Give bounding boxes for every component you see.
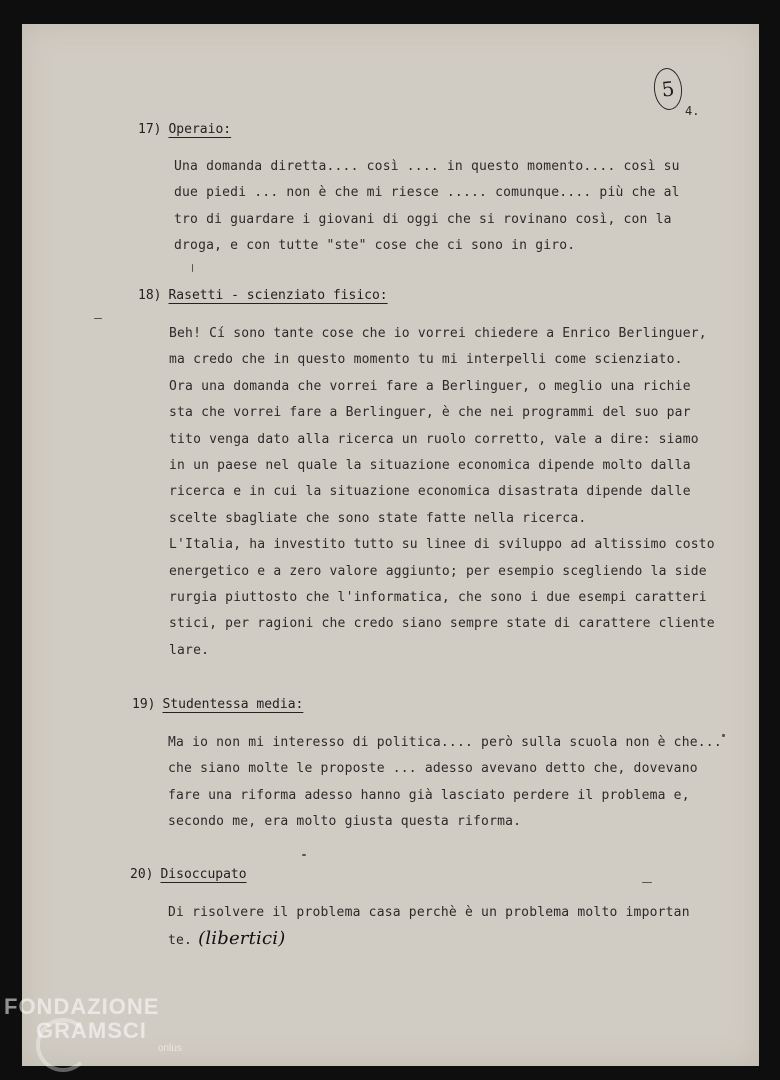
text-line: sta che vorrei fare a Berlinguer, è che nei programmi del suo par [169,405,691,421]
text-line: energetico e a zero valore aggiunto; per esempio scegliendo la side [169,563,707,579]
text-line: ma credo che in questo momento tu mi interpelli come scienziato. [169,352,683,368]
scan-speck [94,318,102,319]
scan-speck [192,264,193,272]
section-18-heading [138,288,388,303]
text-line: Di risolvere il problema casa perchè è un problema molto importan [168,905,690,920]
text-line: fare una riforma adesso hanno già lasciato perdere il problema e, [168,787,690,803]
text-line: scelte sbagliate che sono state fatte nella ricerca. [169,510,587,526]
document-page [22,24,759,1066]
g-logo-icon [36,1018,90,1072]
scan-speck [302,854,306,856]
text-line: stici, per ragioni che credo siano sempre state di carattere cliente [169,616,715,632]
text-line: secondo me, era molto giusta questa riforma. [168,814,522,830]
section-18-text [169,321,715,664]
text-line: droga, e con tutte "ste" cose che ci sono in giro. [174,238,576,254]
text-line: L'Italia, ha investito tutto su linee di sviluppo ad altissimo costo [169,537,715,553]
text-line: che siano molte le proposte ... adesso avevano detto che, dovevano [168,761,698,777]
text-line: ricerca e in cui la situazione economica disastrata dipende dalle [169,484,691,500]
text-line: tro di guardare i giovani di oggi che si rovinano così, con la [174,211,672,227]
section-20-text [168,900,690,955]
text-line: lare. [169,642,210,658]
scan-speck [642,882,652,883]
scan-speck [722,734,725,737]
text-line: in un paese nel quale la situazione economica dipende molto dalla [169,458,691,474]
section-17-text [174,154,680,260]
section-19-heading [132,697,303,712]
handwritten-note: (libertici) [198,928,286,950]
text-line: te. (libertici) [168,928,286,950]
speaker-label: Disoccupato [160,867,247,882]
section-17-heading [138,122,231,137]
speaker-label: Operaio: [168,122,232,137]
text-line: tito venga dato alla ricerca un ruolo corretto, vale a dire: siamo [169,431,699,447]
text-line: Beh! Cí sono tante cose che io vorrei chiedere a Enrico Berlinguer, [169,326,707,341]
section-number: 19) [132,697,156,712]
section-number: 20) [130,867,154,882]
text-line: rurgia piuttosto che l'informatica, che sono i due esempi caratteri [169,590,707,606]
section-19-text [168,730,722,836]
speaker-label: Rasetti - scienziato fisico: [168,288,388,303]
fondazione-gramsci-watermark: FONDAZIONE GRAMSCI onlus [4,996,182,1054]
section-20-heading [130,867,247,882]
text-line: Ora una domanda che vorrei fare a Berlinguer, o meglio una richie [169,378,691,394]
text-line: due piedi ... non è che mi riesce ..... comunque.... più che al [174,185,680,201]
text-line: Una domanda diretta.... così .... in questo momento.... così su [174,159,680,174]
section-number: 17) [138,122,162,137]
page-number: 4. [685,104,700,118]
text-line: Ma io non mi interesso di politica.... però sulla scuola non è che... [168,735,722,750]
speaker-label: Studentessa media: [162,697,304,712]
circled-page-number: 5 [652,67,684,112]
section-number: 18) [138,288,162,303]
